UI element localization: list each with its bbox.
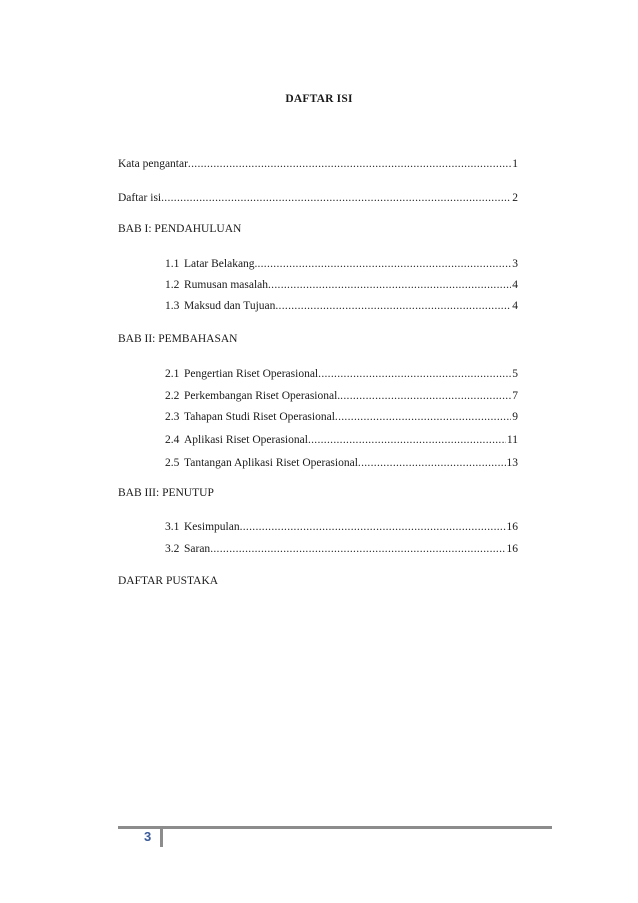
- toc-subentry: [165, 390, 518, 402]
- toc-subentry-label: Saran: [184, 543, 211, 555]
- dot-leader: [188, 158, 511, 170]
- toc-subentry-label: Pengertian Riset Operasional: [184, 368, 319, 380]
- toc-subentry: [165, 521, 518, 533]
- dot-leader: [240, 521, 506, 533]
- toc-subentry-label: Latar Belakang.: [184, 258, 258, 270]
- dot-leader: [335, 411, 511, 423]
- toc-entry-label: Daftar isi: [118, 192, 162, 204]
- toc-subentry-page: 16: [506, 521, 518, 533]
- toc-subentry-number: 1.1: [165, 258, 180, 270]
- toc-subentry-label: Maksud dan Tujuan: [184, 300, 276, 312]
- toc-entry-page: 1: [512, 158, 518, 170]
- dot-leader: [161, 192, 511, 204]
- toc-subentry: [165, 434, 518, 446]
- toc-subentry-label: Tahapan Studi Riset Operasional: [184, 411, 335, 423]
- toc-subentry-label: Kesimpulan: [184, 521, 240, 533]
- page-title: DAFTAR ISI: [285, 93, 353, 105]
- chapter-heading-bab-1: BAB I: PENDAHULUAN: [118, 223, 242, 235]
- dot-leader: [318, 368, 511, 380]
- toc-subentry-number: 3.2: [165, 543, 180, 555]
- toc-entry-page: 2: [512, 192, 518, 204]
- toc-subentry-number: 1.3: [165, 300, 180, 312]
- toc-subentry-label: Aplikasi Riset Operasional: [184, 434, 308, 446]
- toc-subentry-page: 11: [506, 434, 518, 446]
- toc-subentry-label: Rumusan masalah: [184, 279, 268, 291]
- dot-leader: [210, 543, 505, 555]
- toc-subentry: [165, 300, 518, 312]
- toc-subentry-number: 3.1: [165, 521, 180, 533]
- toc-subentry-page: 7: [512, 390, 518, 402]
- dot-leader: [268, 279, 511, 291]
- toc-subentry: [165, 543, 518, 555]
- toc-subentry-number: 2.3: [165, 411, 180, 423]
- toc-subentry-page: 16: [506, 543, 518, 555]
- toc-entry-kata-pengantar: [118, 158, 518, 170]
- toc-subentry-page: 4: [512, 300, 518, 312]
- toc-subentry: [165, 457, 518, 469]
- footer-rule: [118, 826, 552, 829]
- page-number: 3: [144, 829, 152, 844]
- toc-subentry-page: 4: [512, 279, 518, 291]
- bibliography-heading: DAFTAR PUSTAKA: [118, 575, 219, 587]
- toc-subentry: [165, 411, 518, 423]
- toc-subentry-label: Tantangan Aplikasi Riset Operasional: [184, 457, 358, 469]
- dot-leader: [275, 300, 511, 312]
- toc-subentry-number: 1.2: [165, 279, 180, 291]
- chapter-heading-bab-3: BAB III: PENUTUP: [118, 487, 214, 499]
- toc-entry-label: Kata pengantar: [118, 158, 188, 170]
- dot-leader: [308, 434, 506, 446]
- dot-leader: [358, 457, 506, 469]
- toc-subentry-number: 2.4: [165, 434, 180, 446]
- toc-subentry-number: 2.1: [165, 368, 180, 380]
- toc-subentry-page: 13: [506, 457, 518, 469]
- toc-entry-daftar-isi: [118, 192, 518, 204]
- footer-divider: [160, 826, 163, 847]
- toc-subentry: [165, 258, 518, 270]
- dot-leader: [340, 390, 511, 402]
- toc-subentry: [165, 368, 518, 380]
- chapter-heading-bab-2: BAB II: PEMBAHASAN: [118, 333, 238, 345]
- toc-subentry-page: 3: [512, 258, 518, 270]
- toc-subentry-label: Perkembangan Riset Operasional.: [184, 390, 341, 402]
- toc-subentry-page: 5: [512, 368, 518, 380]
- dot-leader: [257, 258, 511, 270]
- toc-subentry-page: 9: [512, 411, 518, 423]
- toc-subentry-number: 2.2: [165, 390, 180, 402]
- toc-subentry: [165, 279, 518, 291]
- toc-subentry-number: 2.5: [165, 457, 180, 469]
